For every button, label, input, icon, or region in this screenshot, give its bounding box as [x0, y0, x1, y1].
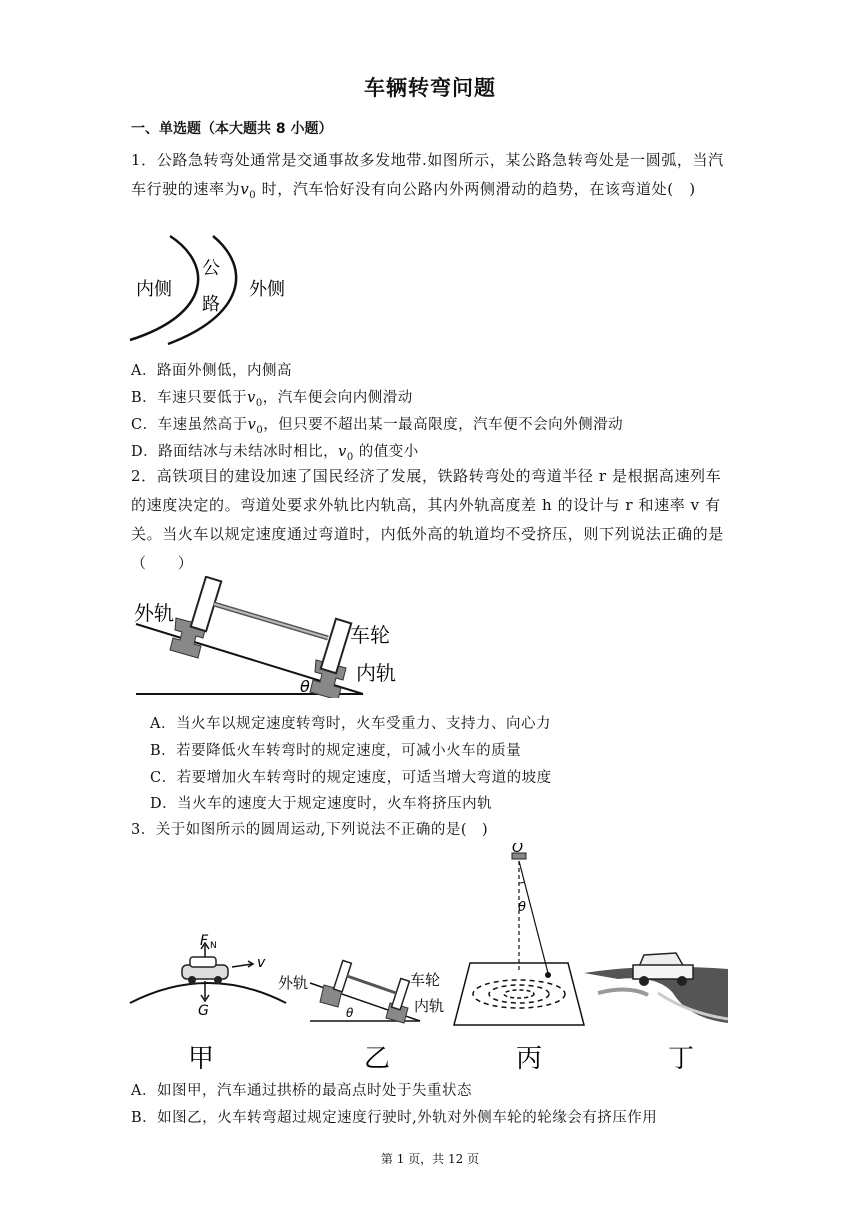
- q1-stem-b: 时，汽车恰好没有向公路内外两侧滑动的趋势，在该弯道处( ): [256, 180, 696, 198]
- page-footer: 第 1 页，共 12 页: [380, 1152, 480, 1166]
- label-road-1: 公: [202, 258, 220, 279]
- figure-ding: [584, 953, 728, 1023]
- question-3-stem: 3．关于如图所示的圆周运动,下列说法不正确的是( ): [131, 822, 489, 838]
- q3-option-b: B．如图乙，火车转弯超过规定速度行驶时,外轨对外侧车轮的轮缘会有挤压作用: [131, 1110, 658, 1126]
- label-jia: 甲: [188, 1044, 215, 1071]
- figure-jia: [130, 933, 286, 1019]
- label-yi-inner-rail: 内轨: [414, 997, 445, 1015]
- road-curve-figure: [128, 234, 298, 346]
- q3-option-a: A．如图甲，汽车通过拱桥的最高点时处于失重状态: [131, 1083, 472, 1099]
- q1-option-c: C．车速虽然高于$v_0$，但只要不超出某一最高限度，汽车便不会向外侧滑动: [131, 417, 624, 436]
- q2-option-a: A．当火车以规定速度转弯时，火车受重力、支持力、向心力: [150, 716, 551, 732]
- label-theta: θ: [300, 677, 310, 696]
- q1-option-b: B．车速只要低于$v_0$，汽车便会向内侧滑动: [131, 390, 413, 409]
- circular-motion-figures: [128, 843, 730, 1071]
- label-bing-theta: θ: [518, 900, 526, 915]
- label-yi-wheel: 车轮: [410, 971, 441, 989]
- q2-option-d: D．当火车的速度大于规定速度时，火车将挤压内轨: [150, 796, 493, 812]
- label-bing: 丙: [516, 1044, 543, 1071]
- question-1-stem: [131, 146, 731, 210]
- label-g: G: [198, 1003, 209, 1019]
- label-yi: 乙: [364, 1044, 391, 1071]
- label-v: v: [257, 955, 266, 971]
- q2-option-b: B．若要降低火车转弯时的规定速度，可减小火车的质量: [150, 743, 522, 759]
- label-outer: 外侧: [249, 279, 285, 300]
- label-inner: 内侧: [136, 279, 172, 300]
- figure-yi: [278, 960, 444, 1023]
- label-inner-rail: 内轨: [356, 661, 396, 685]
- label-wheel: 车轮: [350, 623, 390, 647]
- rail-figure: [128, 576, 398, 698]
- q1-stem-a: 1．公路急转弯处通常是交通事故多发地带.如图所示，某公路急转弯处是一圆弧，当汽车行驶的速率为: [131, 151, 724, 198]
- label-outer-rail: 外轨: [134, 601, 174, 625]
- label-fn: F: [200, 933, 209, 949]
- figure-bing: [454, 843, 584, 1025]
- label-yi-theta: θ: [346, 1006, 354, 1020]
- section-heading: 一、单选题（本大题共 8 小题）: [131, 121, 333, 137]
- label-fn-sub: N: [210, 941, 217, 951]
- label-yi-outer-rail: 外轨: [278, 974, 309, 992]
- label-o: O: [512, 843, 524, 856]
- label-ding: 丁: [668, 1044, 695, 1071]
- outer-curve: [168, 236, 236, 344]
- q1-option-a: A．路面外侧低，内侧高: [131, 363, 292, 379]
- q2-option-c: C．若要增加火车转弯时的规定速度，可适当增大弯道的坡度: [150, 770, 552, 786]
- question-2-stem: 2．高铁项目的建设加速了国民经济了发展，铁路转弯处的弯道半径 r 是根据高速列车的速度决定的。弯道处要求外轨比内轨高，其内外轨高度差 h 的设计与 r 和速率 v 有关。当火车以规定速度通过弯道时，内低外高的轨道均不受挤压，则下列说法正确的是（ ）: [131, 467, 724, 572]
- label-road-2: 路: [202, 294, 220, 315]
- v0-symbol: $v_0$: [240, 180, 257, 201]
- page-title: 车辆转弯问题: [364, 76, 496, 100]
- q1-option-d: D．路面结冰与未结冰时相比，$v_0$ 的值变小: [131, 444, 419, 463]
